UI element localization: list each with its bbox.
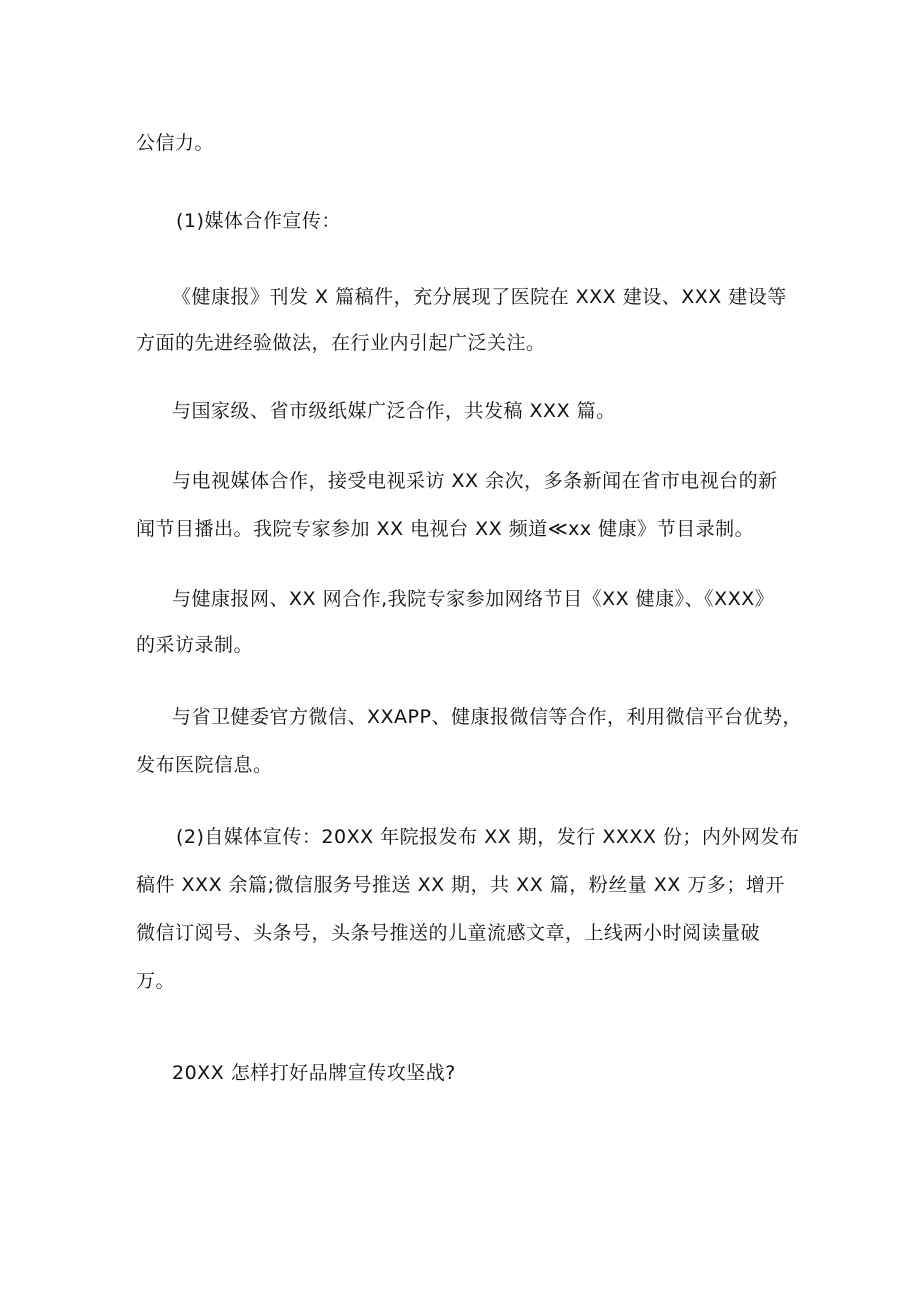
- paragraph-line: 微信订阅号、头条号，头条号推送的儿童流感文章，上线两小时阅读量破: [136, 922, 761, 944]
- paragraph-line: 方面的先进经验做法，在行业内引起广泛关注。: [136, 332, 546, 354]
- paragraph-line: 稿件 XXX 余篇;微信服务号推送 XX 期，共 XX 篇，粉丝量 XX 万多；增开: [136, 874, 785, 896]
- paragraph-line: 与健康报网、XX 网合作,我院专家参加网络节目《XX 健康》、《XXX》: [172, 588, 775, 610]
- paragraph-line: 公信力。: [136, 132, 215, 154]
- paragraph-line: 《健康报》刊发 X 篇稿件，充分展现了医院在 XXX 建设、XXX 建设等: [172, 286, 787, 308]
- paragraph-line: 闻节目播出。我院专家参加 XX 电视台 XX 频道≪xx 健康》节目录制。: [136, 518, 755, 540]
- paragraph-line: 与省卫健委官方微信、XXAPP、健康报微信等合作，利用微信平台优势，: [172, 706, 802, 728]
- paragraph-line: (2)自媒体宣传：20XX 年院报发布 XX 期，发行 XXXX 份；内外网发布: [176, 826, 800, 848]
- paragraph-line: 的采访录制。: [136, 634, 254, 656]
- closing-heading: 20XX 怎样打好品牌宣传攻坚战?: [172, 1062, 456, 1084]
- paragraph-line: 万。: [136, 970, 176, 992]
- paragraph-line: 发布医院信息。: [136, 754, 273, 776]
- paragraph-line: 与电视媒体合作，接受电视采访 XX 余次，多条新闻在省市电视台的新: [172, 470, 778, 492]
- paragraph-line: 与国家级、省市级纸媒广泛合作，共发稿 XXX 篇。: [172, 400, 616, 422]
- section-heading: (1)媒体合作宣传：: [176, 210, 341, 232]
